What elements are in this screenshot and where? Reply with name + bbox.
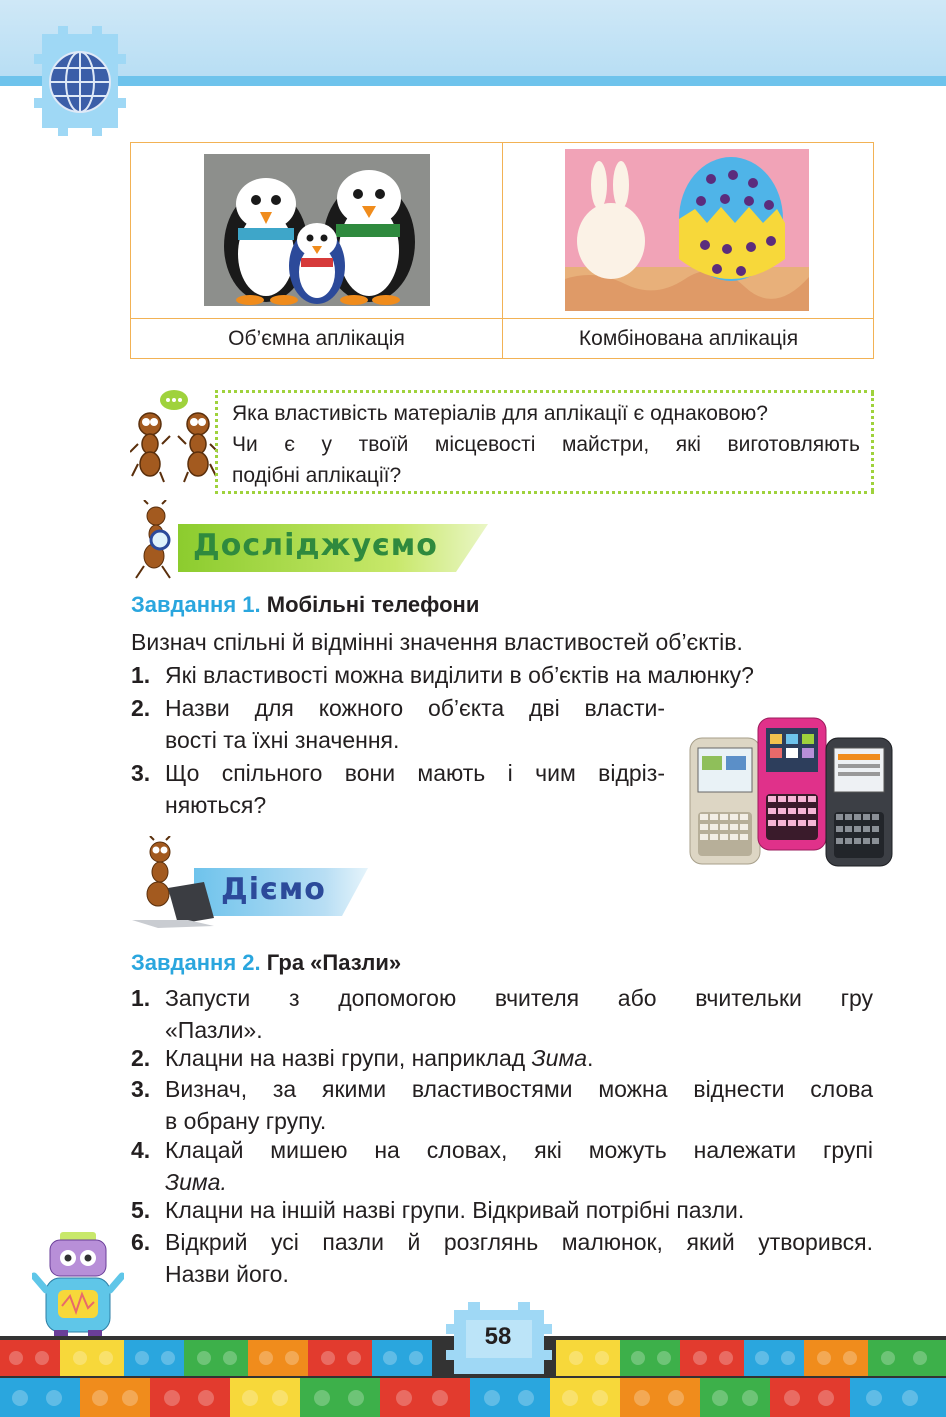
item-text: в обрану групу.: [165, 1108, 327, 1134]
item-text: Що спільного вони мають і чим відріз-: [165, 760, 665, 786]
task1-item: [131, 757, 665, 821]
globe-badge-icon: [22, 24, 138, 138]
item-number: 2.: [131, 1045, 151, 1071]
task1-number: Завдання 1.: [131, 592, 261, 617]
item-text: Назви для кожного об’єкта дві власти-: [165, 695, 665, 721]
easter-applique-image: [565, 149, 809, 311]
item-text: Які властивості можна виділити в об’єктів на малюнку?: [165, 662, 754, 688]
talking-ants-icon: [130, 388, 218, 484]
item-text: няються?: [165, 792, 267, 818]
task1-item: [131, 659, 871, 691]
item-number: 1.: [131, 662, 151, 688]
task2-item: [131, 1226, 873, 1290]
task2-heading: [131, 950, 401, 976]
task2-item: [131, 1134, 873, 1198]
item-text: Клацни на іншій назві групи. Відкривай потрібні пазли.: [165, 1197, 745, 1223]
header-band: [0, 0, 946, 76]
act-section-title: Діємо: [221, 872, 326, 907]
robot-mascot-icon: [32, 1232, 124, 1342]
item-number: 2.: [131, 695, 151, 721]
task2-name: Гра «Пазли»: [266, 950, 402, 975]
task1-heading: [131, 592, 479, 618]
item-text: Відкрий усі пазли й розглянь малюнок, який утворився.: [165, 1229, 873, 1255]
research-section-title: Досліджуємо: [193, 528, 438, 563]
item-text: Зима.: [165, 1169, 227, 1195]
item-text: Назви його.: [165, 1261, 289, 1287]
phone-pink-icon: [758, 718, 826, 850]
item-text: Клацай мишею на словах, які можуть належати групі: [165, 1137, 873, 1163]
penguins-applique-image: [204, 154, 430, 306]
caption-volumetric: Об’ємна аплікація: [228, 327, 405, 350]
question-line: подібні аплікації?: [232, 464, 402, 487]
item-number: 6.: [131, 1229, 151, 1255]
item-text: Клацни на назві групи, наприклад Зима.: [165, 1045, 594, 1071]
task2-item: [131, 1194, 873, 1226]
item-number: 5.: [131, 1197, 151, 1223]
item-text: Запусти з допомогою вчителя або вчительки гру: [165, 985, 873, 1011]
question-text: [232, 398, 860, 491]
ant-with-magnifier-icon: [136, 500, 170, 578]
header-stripe: [0, 76, 946, 86]
task1-intro: Визнач спільні й відмінні значення властивостей об’єктів.: [131, 629, 743, 655]
item-text: Визнач, за якими властивостями можна віднести слова: [165, 1076, 873, 1102]
task2-item: [131, 1042, 873, 1074]
applique-gallery: [130, 142, 874, 359]
page-number: 58: [484, 1323, 512, 1350]
question-line: Чи є у твоїй місцевості майстри, які виготовляють: [232, 433, 860, 456]
caption-combined: Комбінована аплікація: [578, 327, 799, 350]
item-text: вості та їхні значення.: [165, 727, 400, 753]
item-number: 1.: [131, 985, 151, 1011]
item-number: 3.: [131, 760, 151, 786]
task2-number: Завдання 2.: [131, 950, 261, 975]
item-number: 4.: [131, 1137, 151, 1163]
mobile-phones-image: [686, 716, 896, 870]
phone-white-icon: [690, 738, 760, 864]
item-number: 3.: [131, 1076, 151, 1102]
item-text: «Пазли».: [165, 1017, 263, 1043]
phone-black-icon: [826, 738, 892, 866]
task2-item: [131, 1073, 873, 1137]
task2-item: [131, 982, 873, 1046]
task1-item: [131, 692, 665, 756]
question-line: Яка властивість матеріалів для аплікації є однаковою?: [232, 402, 768, 425]
task1-name: Мобільні телефони: [266, 592, 480, 617]
